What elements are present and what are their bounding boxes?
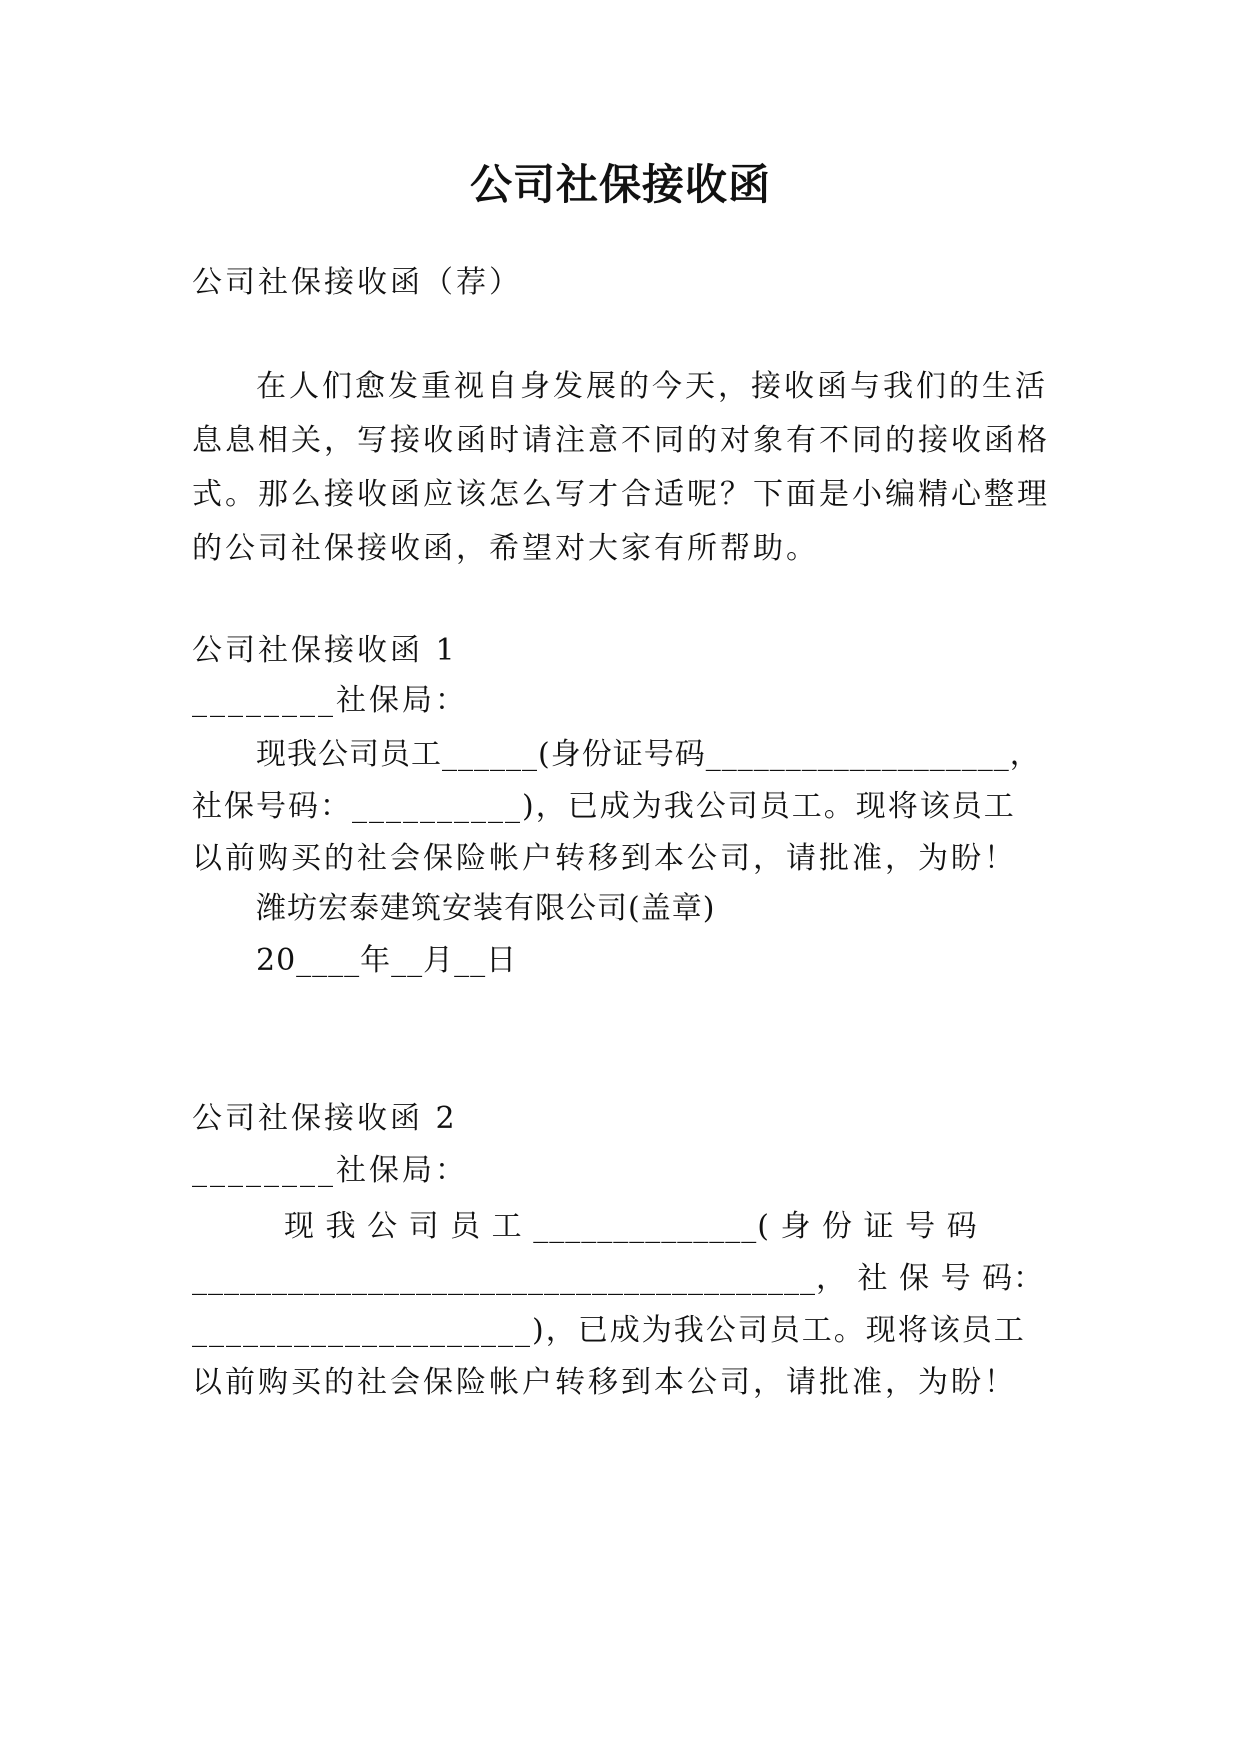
letter2-heading: 公司社保接收函 2 — [192, 1101, 458, 1136]
letter1-heading: 公司社保接收函 1 — [192, 633, 458, 668]
letter2-body-line-4: 以前购买的社会保险帐户转移到本公司，请批准，为盼！ — [192, 1365, 1017, 1400]
intro-line-3: 式。那么接收函应该怎么写才合适呢？下面是小编精心整理 — [192, 477, 1050, 512]
letter1-body-line-1: 现我公司员工______(身份证号码___________________， — [256, 737, 1041, 772]
document-title: 公司社保接收函 — [469, 160, 771, 209]
letter1-body-line-2: 社保号码：__________)，已成为我公司员工。现将该员工 — [192, 789, 1016, 824]
letter1-signature: 潍坊宏泰建筑安装有限公司(盖章) — [256, 891, 716, 926]
letter1-date: 20____年__月__日 — [256, 943, 518, 978]
letter2-body-line-1: 现 我 公 司 员 工 ______________( 身 份 证 号 码 — [284, 1209, 978, 1244]
letter2-body-line-2: _______________________________________， 社 保 号 码： — [192, 1261, 1045, 1296]
letter1-addressee: ________社保局： — [192, 683, 468, 718]
intro-line-2: 息息相关，写接收函时请注意不同的对象有不同的接收函格 — [192, 423, 1050, 458]
letter1-body-line-3: 以前购买的社会保险帐户转移到本公司，请批准，为盼！ — [192, 841, 1017, 876]
intro-line-4: 的公司社保接收函，希望对大家有所帮助。 — [192, 531, 819, 566]
letter2-body-line-3: ____________________)，已成为我公司员工。现将该员工 — [192, 1313, 1026, 1348]
letter2-addressee: ________社保局： — [192, 1153, 468, 1188]
document-subtitle: 公司社保接收函（荐） — [192, 265, 522, 300]
intro-line-1: 在人们愈发重视自身发展的今天，接收函与我们的生活 — [256, 369, 1048, 404]
